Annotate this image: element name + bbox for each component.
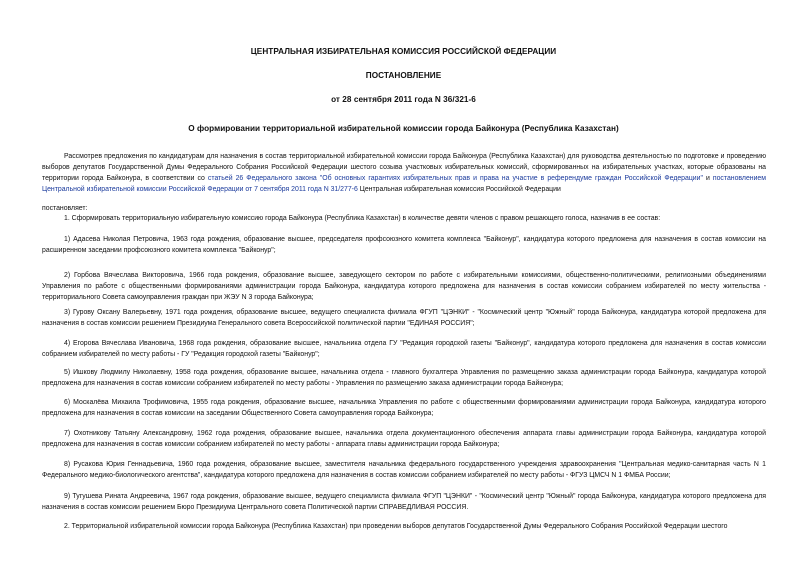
member-item-9: 9) Тугушева Рината Андреевича, 1967 года рождения, образование высшее, ведущего специалиста филиала ФГУП "ЦЭНКИ" - "Космический центр "Южный" города Байконура, кандидатура которого предложена для назначения в состав комиссии решением Бюро Президиума Центрального совета Политической партии СПРАВЕДЛИВАЯ РОССИЯ. <box>42 493 766 511</box>
document-title: О формировании территориальной избирательной комиссии города Байконура (Республика Казахстан) <box>188 124 619 133</box>
commission-heading: ЦЕНТРАЛЬНАЯ ИЗБИРАТЕЛЬНАЯ КОМИССИЯ РОССИЙСКОЙ ФЕДЕРАЦИИ <box>250 47 557 56</box>
item-2-paragraph: 2. Территориальной избирательной комиссии города Байконура (Республика Казахстан) при проведении выборов депутатов Государственной Думы Федерального Собрания Российской Федерации шестого <box>64 523 728 530</box>
preamble-text-1: Рассмотрев предложения по кандидатурам для назначения в состав территориальной избирательной комиссии города Байконура (Республика Казахстан) для руководства деятельностью по подготовке и проведению выборов депутатов Государственной Думы Федерального Собрания Российской Федерации шестого созыва участковых избирательных комиссий, сформированных на избирательных участках, которые образованы на территории города Байконура, в соответствии со <box>42 153 766 182</box>
member-item-4: 4) Егорова Вячеслава Ивановича, 1968 года рождения, образование высшее, начальника отдела ГУ "Редакция городской газеты "Байконур", кандидатура которого предложена для назначения в состав комиссии собранием избирателей по месту работы - ГУ "Редакция городской газеты "Байконур"; <box>42 340 766 358</box>
member-item-6: 6) Москалёва Михаила Трофимовича, 1955 года рождения, образование высшее, начальника Управления по работе с общественными формированиями администрации города Байконура, кандидатура которого предложена для назначения в состав комиссии на заседании Общественного Совета самоуправления города Байконура; <box>42 399 766 417</box>
cec-resolution-link[interactable]: постановлением Центральной избирательной комиссии Российской Федерации от 7 сентября 2011 года N 31/277-6 <box>42 175 766 193</box>
law-article-link[interactable]: статьей 26 Федерального закона "Об основных гарантиях избирательных прав и права на участие в референдуме граждан Российской Федерации" <box>207 175 703 182</box>
member-item-7: 7) Охотникову Татьяну Александровну, 1962 года рождения, образование высшее, начальника отдела документационного обеспечения аппарата главы администрации города Байконура, кандидатура которой предложена для назначения в состав комиссии собранием избирателей по месту работы - аппарата главы администрации города Байконура; <box>42 430 766 448</box>
preamble-text-3: Центральная избирательная комиссия Российской Федерации <box>357 186 561 193</box>
date-number-heading: от 28 сентября 2011 года N 36/321-6 <box>331 95 476 104</box>
resolves-label: постановляет: <box>42 205 88 212</box>
item-1-intro: 1. Сформировать территориальную избирательную комиссию города Байконура (Республика Казахстан) в количестве девяти членов с правом решающего голоса, назначив в ее состав: <box>64 215 661 222</box>
member-item-3: 3) Гурову Оксану Валерьевну, 1971 года рождения, образование высшее, ведущего специалиста филиала ФГУП "ЦЭНКИ" - "Космический центр "Южный" города Байконура, кандидатура которой предложена для назначения в состав комиссии решением Президиума Генерального совета Всероссийской политической партии "ЕДИНАЯ РОССИЯ"; <box>42 309 766 327</box>
preamble-text-2: и <box>702 175 713 182</box>
member-item-2: 2) Горбова Вячеслава Викторовича, 1966 года рождения, образование высшее, заведующего сектором по работе с избирательными комиссиями, общественно-политическими, религиозными объединениями Управления по работе с общественными формированиями администрации города Байконура, кандидатура которого предложена для назначения в состав комиссии собранием избирателей по месту жительства - территориального Совета самоуправления граждан при ЖЭУ N 3 города Байконура; <box>42 272 766 301</box>
member-item-5: 5) Ишкову Людмилу Николаевну, 1958 года рождения, образование высшее, начальника отдела - главного бухгалтера Управления по размещению заказа администрации города Байконура, кандидатура которой предложена для назначения в состав комиссии собранием избирателей по месту работы - Управления по размещению заказа администрации города Байконура; <box>42 369 766 387</box>
preamble-paragraph <box>42 151 766 195</box>
member-item-1: 1) Адасева Николая Петровича, 1963 года рождения, образование высшее, председателя профсоюзного комитета комплекса "Байконур", кандидатура которого предложена для назначения в состав комиссии на расширенном заседании профсоюзного комитета комплекса "Байконур"; <box>42 236 766 254</box>
document-type-heading: ПОСТАНОВЛЕНИЕ <box>365 71 442 80</box>
member-item-8: 8) Русакова Юрия Геннадьевича, 1960 года рождения, образование высшее, заместителя начальника федерального государственного учреждения здравоохранения "Центральная медико-санитарная часть N 1 Федерального медико-биологического агентства", кандидатура которого предложена для назначения в состав комиссии собранием избирателей по месту работы - ФГУЗ ЦМСЧ N 1 ФМБА России; <box>42 461 766 479</box>
